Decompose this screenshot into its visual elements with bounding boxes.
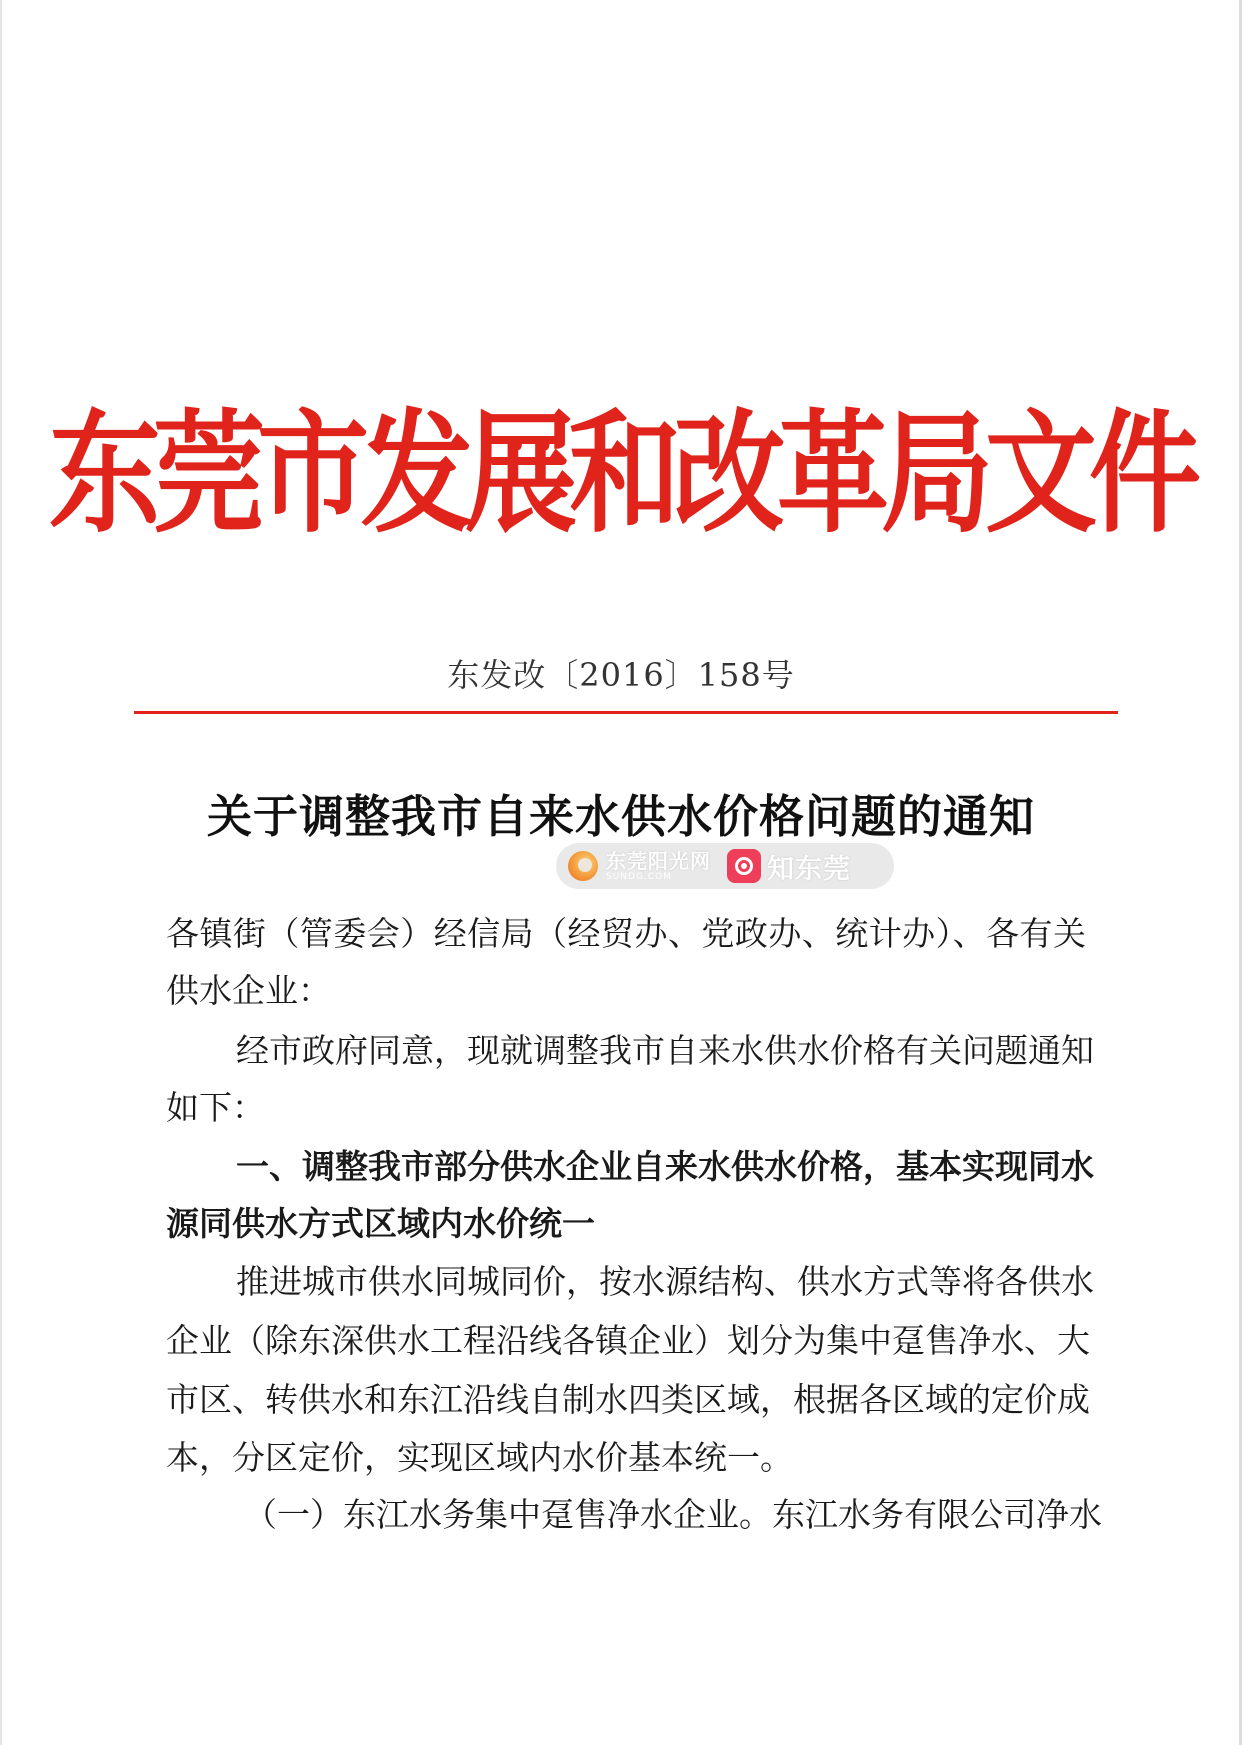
section-heading-line-2: 源同供水方式区域内水价统一: [166, 1204, 595, 1243]
eye-app-icon: [727, 849, 761, 883]
watermark-site: [606, 848, 711, 882]
body-line-10: 本，分区定价，实现区域内水价基本统一。: [166, 1438, 793, 1477]
watermark-app-name: 知东莞: [767, 853, 851, 885]
red-divider-line: [134, 711, 1118, 714]
watermark-badge: [556, 843, 894, 889]
document-number: 东发改〔2016〕158号: [447, 656, 795, 694]
body-line-2: 供水企业：: [166, 971, 331, 1010]
sun-logo-icon: [568, 851, 598, 881]
notice-title: 关于调整我市自来水供水价格问题的通知: [206, 790, 1035, 843]
body-line-3: 经市政府同意，现就调整我市自来水供水价格有关问题通知: [236, 1031, 1094, 1070]
body-line-7: 推进城市供水同城同价，按水源结构、供水方式等将各供水: [236, 1262, 1094, 1301]
body-line-8: 企业（除东深供水工程沿线各镇企业）划分为集中趸售净水、大: [166, 1321, 1090, 1360]
watermark-site-name: 东莞阳光网: [606, 848, 711, 873]
issuer-header-title: 东莞市发展和改革局文件: [49, 397, 1193, 552]
body-line-4: 如下：: [166, 1088, 265, 1127]
body-line-9: 市区、转供水和东江沿线自制水四类区域，根据各区域的定价成: [166, 1380, 1090, 1419]
watermark-site-domain: SUNDG.COM: [606, 871, 672, 882]
subsection-line-1: （一）东江水务集中趸售净水企业。东江水务有限公司净水: [244, 1495, 1102, 1534]
section-heading-line-1: 一、调整我市部分供水企业自来水供水价格，基本实现同水: [236, 1147, 1094, 1186]
body-line-1: 各镇街（管委会）经信局（经贸办、党政办、统计办）、各有关: [166, 914, 1086, 953]
page-edge-left: [0, 0, 2, 1745]
